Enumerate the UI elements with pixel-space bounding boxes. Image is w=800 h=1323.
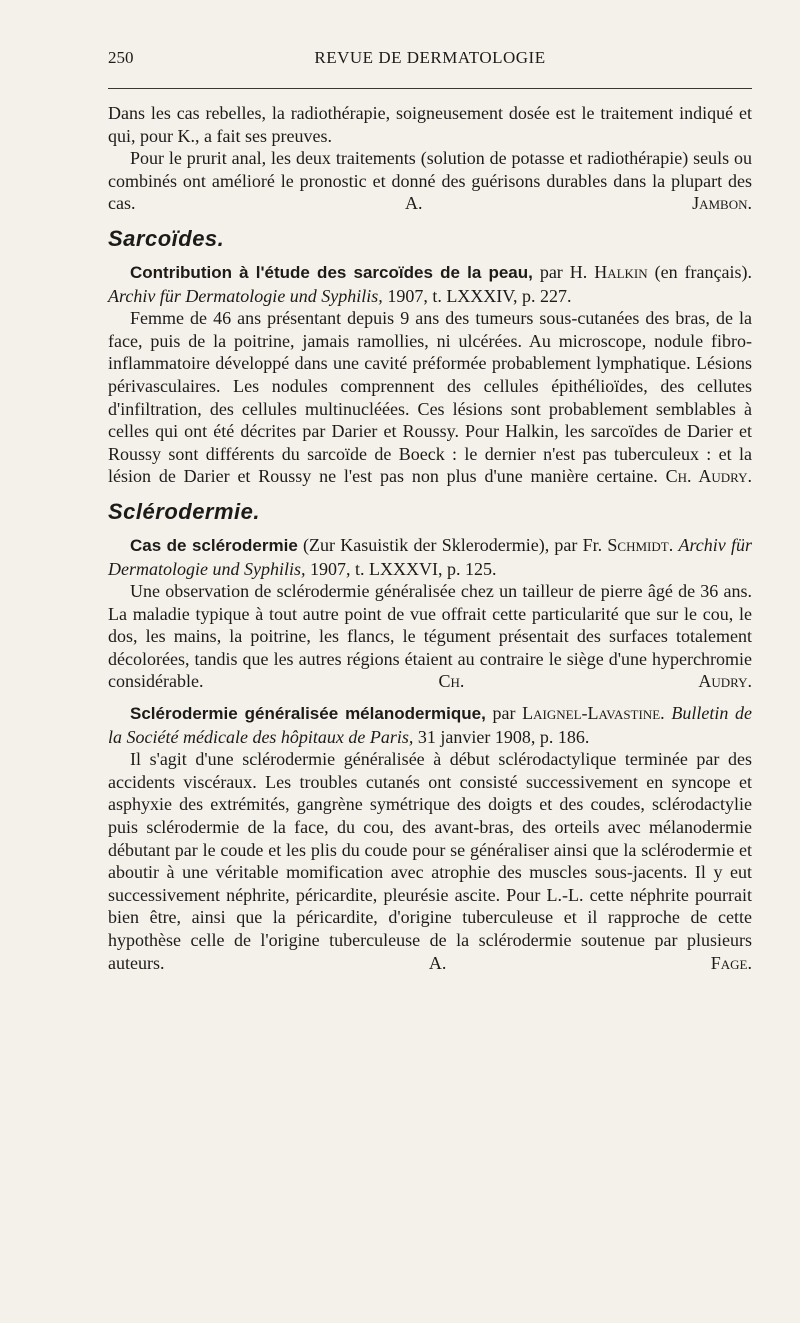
sarcoides-body	[108, 307, 752, 488]
intro-paragraph-2-text: Pour le prurit anal, les deux traitements (solution de potasse et radiothérapie) seuls ou combinés ont amélioré le pronostic et donné des guérisons durables dans la plupart des cas.	[108, 148, 752, 214]
sarcoides-body-text: Femme de 46 ans présentant depuis 9 ans des tumeurs sous-cutanées des bras, de la face, puis de la poitrine, jamais ramollies, ni ulcérées. Au microscope, nodule fibro-inflammatoire développé dans une cavité préformée probablement lymphatique. Lésions périvasculaires. Les nodules comprennent des cellules épithélioïdes, des cellutes d'infiltration, des cellules multinucléées. Ces lésions sont probablement semblables à celles qui ont été décrites par Darier et Roussy. Pour Halkin, les sarcoïdes de Darier et Roussy sont différents du sarcoïde de Boeck : le dernier n'est pas tuberculeux : et la lésion de Darier et Roussy ne l'est pas non plus d'une manière certaine.	[108, 308, 752, 487]
citation-laignel: 31 janvier 1908, p. 186.	[417, 726, 590, 747]
signature-audry-2: Ch. Audry.	[438, 671, 752, 692]
by-text: par H.	[539, 261, 588, 282]
section-title-sclerodermie: Sclérodermie.	[108, 498, 261, 524]
citation-schmidt: 1907, t. LXXXVI, p. 125.	[309, 558, 497, 579]
journal-bulletin: Bulletin de la Société médicale des hôpitaux de Paris,	[108, 703, 752, 747]
laignel-body	[108, 748, 752, 974]
schmidt-body-text: Une observation de sclérodermie généralisée chez un tailleur de pierre âgé de 36 ans. La maladie typique à tout autre point de vue offrait cette particularité que sur le cou, le dos, les mains, la poitrine, les flancs, le tégument présentait des surfaces totalement décolorées, tandis que les autres régions étaient au contraire le siège d'une hyperchromie considérable.	[108, 581, 752, 692]
page-number: 250	[108, 48, 134, 67]
by-text-2: par	[492, 703, 516, 724]
subtitle-schmidt: (Zur Kasuistik der Sklerodermie), par Fr.	[303, 534, 603, 555]
citation-halkin: 1907, t. LXXXIV, p. 227.	[387, 285, 572, 306]
journal-archiv-2: Archiv für Dermatologie und Syphilis,	[108, 534, 753, 579]
article-body	[108, 102, 752, 974]
article-title-laignel: Sclérodermie généralisée mélanodermique,	[130, 704, 486, 724]
journal-title: REVUE DE DERMATOLOGIE	[314, 48, 546, 67]
author-schmidt: Schmidt.	[607, 534, 674, 555]
section-title-sarcoides: Sarcoïdes.	[108, 225, 225, 251]
reference-halkin	[108, 261, 752, 307]
header-rule	[108, 88, 752, 89]
article-title-schmidt: Cas de sclérodermie	[130, 535, 298, 555]
journal-archiv: Archiv für Dermatologie und Syphilis,	[108, 285, 383, 306]
author-halkin: Halkin	[594, 261, 648, 282]
author-laignel: Laignel-Lavastine.	[522, 703, 665, 724]
signature-audry-1: Ch. Audry.	[665, 466, 753, 487]
schmidt-body	[108, 580, 752, 693]
intro-paragraph-1: Dans les cas rebelles, la radiothérapie, soigneusement dosée est le traitement indiqué et qui, pour K., a fait ses preuves.	[108, 103, 752, 146]
laignel-body-text: Il s'agit d'une sclérodermie généralisée à début sclérodactylique terminée par des accidents viscéraux. Les troubles cutanés ont consisté successivement en syncope et asphyxie des extrémités, gangrène symétrique des doigts et des coudes, sclérodactylie puis sclérodermie de la face, du cou, des avant-bras, des orteils avec mélanodermie débutant par le coude et les plis du coude pour se généraliser ainsi que la sclérodermie et aboutir à une véritable momification avec atrophie des muscles sous-jacents. Il y eut successivement néphrite, péricardite, pleurésie ascite. Pour L.-L. cette néphrite pourrait bien être, ainsi que la péricardite, d'origine tuberculeuse et il rapproche de cette hypothèse celle de l'origine tuberculeuse de la sclérodermie soutenue par plusieurs auteurs.	[108, 749, 752, 973]
reference-schmidt	[108, 534, 752, 580]
signature-fage: A. Fage.	[428, 952, 752, 973]
signature-jambon: A. Jambon.	[405, 193, 752, 214]
reference-laignel	[108, 702, 752, 748]
running-head	[108, 48, 752, 76]
intro-paragraph-2	[108, 147, 752, 215]
language-note: (en français).	[654, 261, 752, 282]
article-title-halkin: Contribution à l'étude des sarcoïdes de la peau,	[130, 262, 533, 282]
